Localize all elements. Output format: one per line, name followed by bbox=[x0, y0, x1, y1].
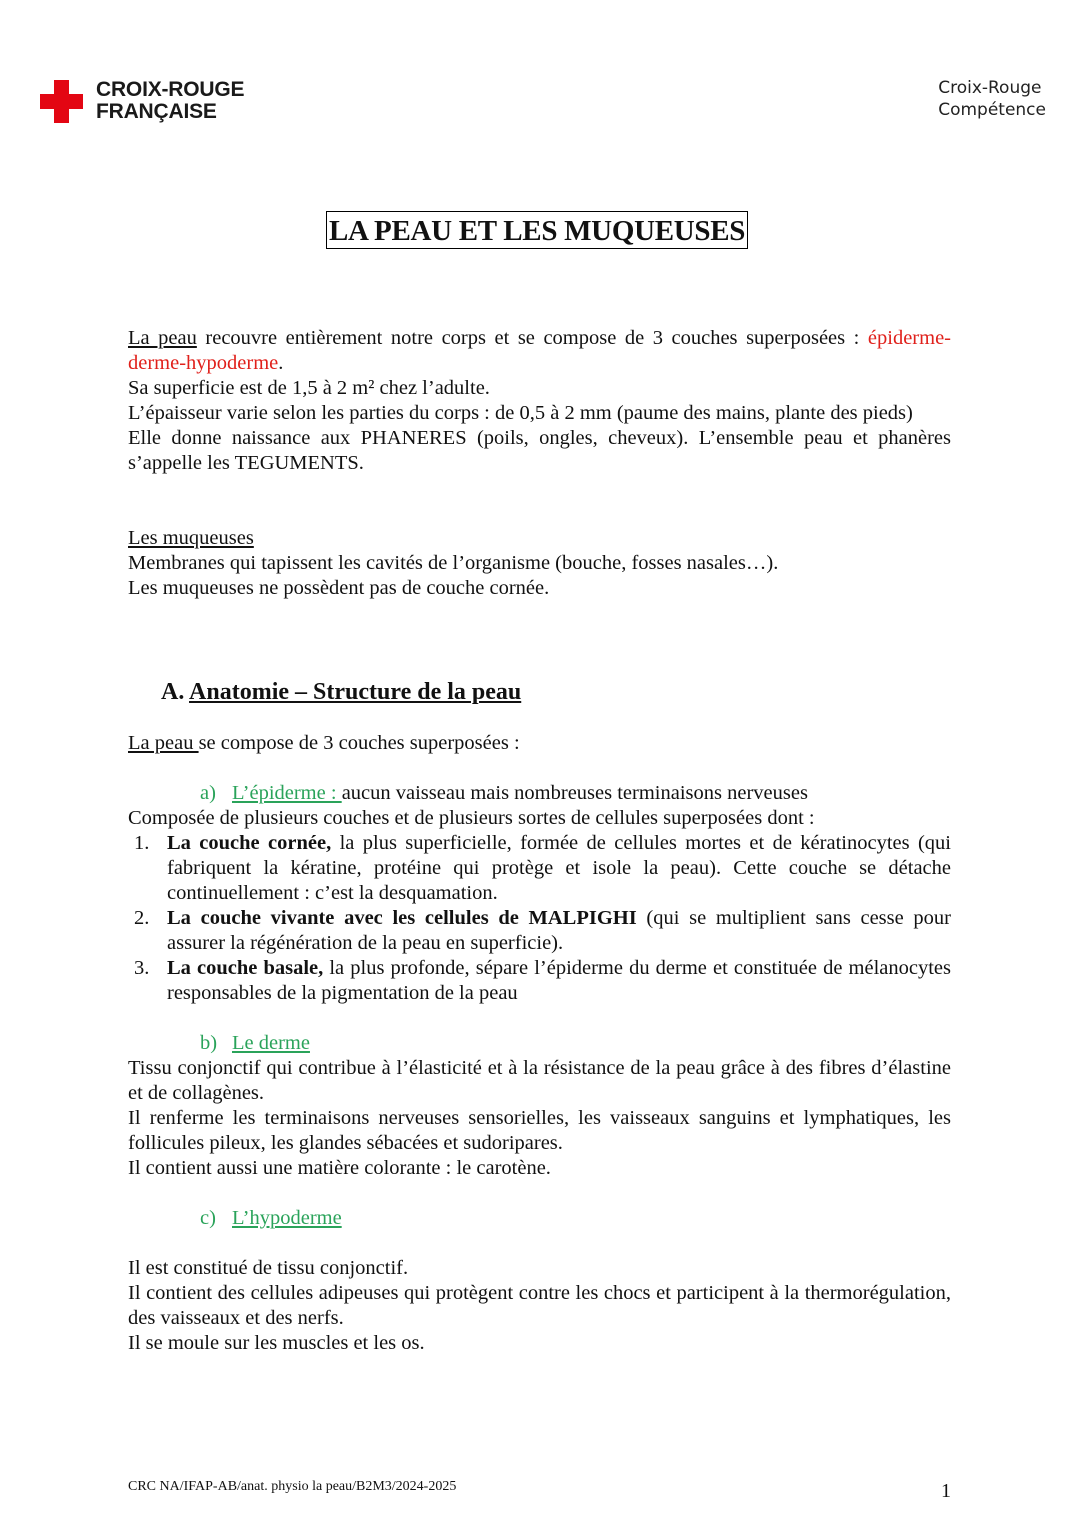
derme-paragraph-1: Tissu conjonctif qui contribue à l’élasticité et à la résistance de la peau grâce à des fibres d’élastine et de collagènes. bbox=[128, 1057, 951, 1104]
intro-paragraph-1: La peau recouvre entièrement notre corps et se compose de 3 couches superposées : épiderme-derme-hypoderme. bbox=[128, 327, 951, 374]
epiderme-layers-list bbox=[128, 831, 951, 1006]
croix-rouge-competence-brand bbox=[938, 77, 1046, 121]
page-title: LA PEAU ET LES MUQUEUSES bbox=[326, 211, 748, 249]
epiderme-intro: Composée de plusieurs couches et de plusieurs sortes de cellules superposées dont : bbox=[128, 807, 815, 829]
hypoderme-paragraph-3: Il se moule sur les muscles et les os. bbox=[128, 1332, 425, 1354]
section-a-marker: A. bbox=[161, 679, 185, 705]
intro-section bbox=[128, 326, 951, 476]
epiderme-heading: a) L’épiderme : aucun vaisseau mais nombreuses terminaisons nerveuses bbox=[200, 782, 808, 804]
intro-paragraph-4: Elle donne naissance aux PHANERES (poils, ongles, cheveux). L’ensemble peau et phanères s’appelle les TEGUMENTS. bbox=[128, 427, 951, 474]
brand-right-line-2: Compétence bbox=[938, 100, 1046, 120]
logo-line-2: FRANÇAISE bbox=[96, 100, 217, 123]
derme-paragraph-3: Il contient aussi une matière colorante : le carotène. bbox=[128, 1157, 551, 1179]
brand-right-line-1: Croix-Rouge bbox=[938, 78, 1042, 98]
la-peau-term: La peau bbox=[128, 327, 197, 349]
intro-paragraph-3: L’épaisseur varie selon les parties du corps : de 0,5 à 2 mm (paume des mains, plante des pieds) bbox=[128, 402, 913, 424]
footer-reference: CRC NA/IFAP-AB/anat. physio la peau/B2M3/2024-2025 bbox=[128, 1479, 457, 1494]
hypoderme-paragraph-2: Il contient des cellules adipeuses qui protègent contre les chocs et participent à la thermorégulation, des vaisseaux et des nerfs. bbox=[128, 1282, 951, 1329]
skin-layers-highlight: épiderme-derme-hypoderme bbox=[128, 327, 951, 374]
derme-heading: b) Le derme bbox=[200, 1032, 310, 1054]
croix-rouge-francaise-logo bbox=[40, 79, 244, 123]
logo-line-1: CROIX-ROUGE bbox=[96, 78, 245, 101]
hypoderme-paragraph-1: Il est constitué de tissu conjonctif. bbox=[128, 1257, 409, 1279]
muqueuses-paragraph-1: Membranes qui tapissent les cavités de l’organisme (bouche, fosses nasales…). bbox=[128, 552, 779, 574]
section-a-body bbox=[128, 731, 951, 1356]
section-a-heading bbox=[161, 677, 521, 707]
page-number: 1 bbox=[941, 1480, 951, 1502]
intro-paragraph-2: Sa superficie est de 1,5 à 2 m² chez l’adulte. bbox=[128, 377, 490, 399]
muqueuses-section bbox=[128, 526, 951, 601]
list-item: 1. La couche cornée, la plus superficielle, formée de cellules mortes et de kératinocytes (qui fabriquent la kératine, protéine qui protège et isole la peau). Cette couche se détache continuellement : c’est la desquamation. bbox=[134, 832, 951, 904]
muqueuses-paragraph-2: Les muqueuses ne possèdent pas de couche cornée. bbox=[128, 577, 550, 599]
section-a-intro: La peau se compose de 3 couches superposées : bbox=[128, 732, 520, 754]
red-cross-icon bbox=[40, 80, 83, 123]
logo-text bbox=[96, 79, 244, 123]
section-a-title: Anatomie – Structure de la peau bbox=[189, 679, 522, 705]
list-item: 2. La couche vivante avec les cellules de MALPIGHI (qui se multiplient sans cesse pour assurer la régénération de la peau en superficie). bbox=[134, 907, 951, 954]
muqueuses-heading: Les muqueuses bbox=[128, 527, 254, 549]
hypoderme-heading: c) L’hypoderme bbox=[200, 1207, 342, 1229]
list-item: 3. La couche basale, la plus profonde, sépare l’épiderme du derme et constituée de mélanocytes responsables de la pigmentation de la peau bbox=[134, 957, 951, 1004]
derme-paragraph-2: Il renferme les terminaisons nerveuses sensorielles, les vaisseaux sanguins et lymphatiques, les follicules pileux, les glandes sébacées et sudoripares. bbox=[128, 1107, 951, 1154]
